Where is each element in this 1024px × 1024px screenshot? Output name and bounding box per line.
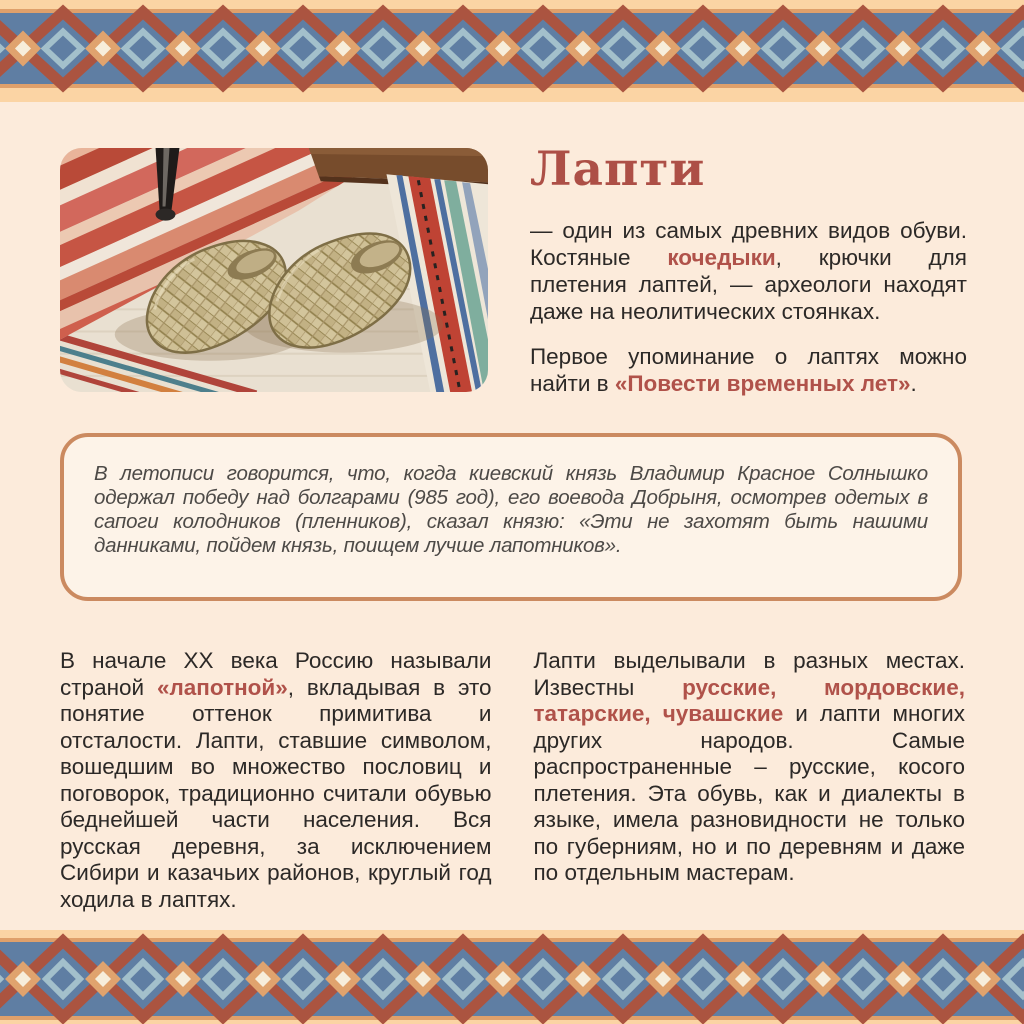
quote-text: В летописи говорится, что, когда киевский князь Владимир Красное Солнышко одержал победу над болгарами (985 год), его воевода Добрыня, осмотрев одетых в сапоги колодников (пленников), сказал князю: «Эти не захотят быть нашими данниками, пойдем князь, поищем лучше лапотников». (94, 462, 928, 557)
page-title: Лапти (530, 142, 706, 197)
accent-text: «Повести временных лет» (614, 371, 911, 396)
body-text: , крючки для плетения лаптей, — археологи находят даже на неолитических стоянках. (530, 245, 967, 324)
column-right (534, 648, 966, 913)
chronicle-quote-box (60, 433, 962, 601)
diamond-pattern-band-bottom (0, 930, 1024, 1024)
ornament-border-top (0, 0, 1024, 102)
intro-section (530, 142, 967, 415)
diamond-pattern-band-top (0, 0, 1024, 102)
body-text: Первое упоминание о лаптях можно найти в (530, 344, 967, 396)
body-text: Лапти выделывали в разных местах. Известны (533, 648, 965, 700)
body-text: — один из самых древних видов обуви. Костяные (530, 218, 967, 270)
body-text: , вкладывая в это понятие оттенок примитива и отсталости. Лапти, ставшие символом, вошедшим во множество пословиц и поговорок, традиционно считали обувью беднейшей части населения. Вся русская деревня, за исключением Сибири и казачьих районов, круглый год ходила в лаптях. (60, 674, 492, 912)
lapti-photo (60, 148, 488, 392)
lapti-photo-art (60, 148, 488, 392)
column-left (60, 648, 492, 913)
accent-text: «лапотной» (156, 674, 288, 700)
accent-text: русские, мордовские, татарские, чувашские (533, 674, 965, 726)
body-text: . (910, 371, 917, 396)
intro-paragraph-2 (530, 343, 967, 397)
body-text: и лапти многих других народов. Самые распространенные – русские, косого плетения. Эта обувь, как и диалекты в языке, имела разновидности не только по губерниям, но и по деревням и даже по отдельным мастерам. (533, 701, 965, 885)
accent-text: кочедыки (667, 245, 776, 270)
intro-paragraph-1 (530, 217, 967, 325)
body-text: В начале XX века Россию называли страной (60, 648, 492, 700)
body-columns (60, 648, 965, 913)
ornament-border-bottom (0, 930, 1024, 1024)
